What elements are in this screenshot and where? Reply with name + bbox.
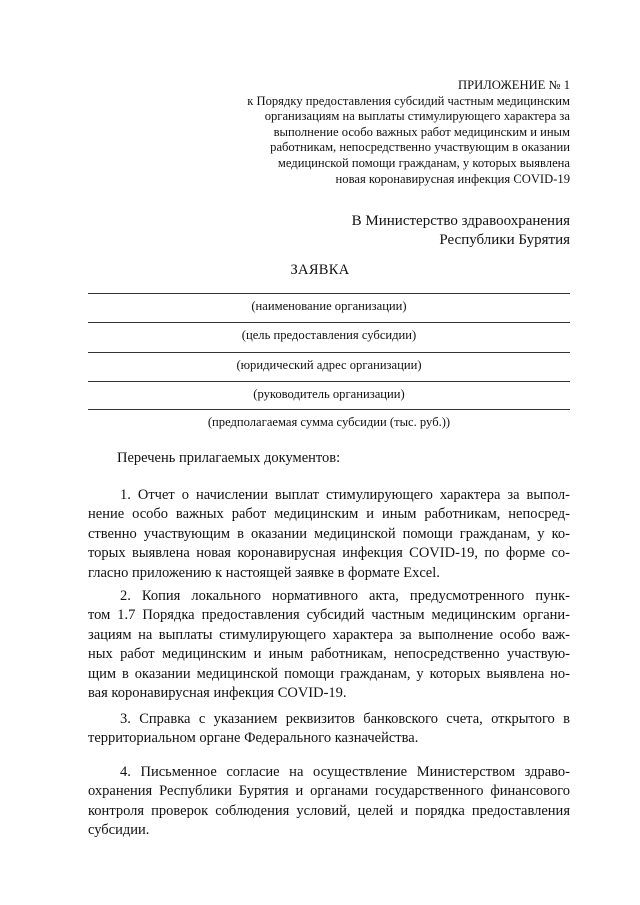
field-caption: (цель предоставления субсидии) [241,328,417,342]
field-caption: (руководитель организации) [253,387,405,401]
organization-head-field [88,381,570,402]
fill-in-line [88,293,570,294]
appendix-heading: ПРИЛОЖЕНИЕ № 1 [458,78,570,92]
appendix-block [190,78,570,187]
addressee-block [352,212,570,250]
item-line: субсидии. [88,822,150,839]
document-item-4 [88,763,570,841]
item-line: нение особо важных работ медицинским и иным работникам, непосред- [88,506,570,523]
fill-in-line [88,322,570,323]
item-line: охранения Республики Бурятия и органами государственного финансового [88,783,570,800]
document-item-2 [88,587,570,703]
item-line: 3. Справка с указанием реквизитов банковского счета, открытого в [120,711,570,727]
item-line: вая коронавирусная инфекция COVID-19. [88,685,347,702]
item-line: торых выявлена новая коронавирусная инфекция COVID-19, по форме со- [88,545,570,562]
subsidy-amount-field [88,409,570,430]
item-line: гласно приложению к настоящей заявке в формате Excel. [88,564,440,581]
appendix-line: к Порядку предоставления субсидий частным медицинским [247,93,570,108]
organization-name-field [88,293,570,314]
item-line: зациям на выплаты стимулирующего характера за выполнение особо важ- [88,626,570,643]
subsidy-purpose-field [88,322,570,343]
item-line: 4. Письменное согласие на осуществление Министерством здраво- [120,764,570,780]
field-caption: (предполагаемая сумма субсидии (тыс. руб.)) [207,415,451,429]
document-item-1 [88,486,570,583]
appendix-line: выполнение особо важных работ медицинским и иным [273,124,570,139]
item-line: территориальном органе Федерального казначейства. [88,730,419,747]
appendix-line: новая коронавирусная инфекция COVID-19 [335,171,570,186]
fill-in-line [88,381,570,382]
appendix-line: медицинской помощи гражданам, у которых выявлена [277,155,570,170]
appendix-line: организациям на выплаты стимулирующего характера за [264,109,570,124]
document-title: ЗАЯВКА [290,262,350,278]
item-line: том 1.7 Порядка предоставления субсидий частным медицинским органи- [88,607,570,624]
fill-in-line [88,409,570,410]
appendix-line: работникам, непосредственно участвующим в оказании [270,140,570,155]
document-item-3 [88,710,570,749]
fill-in-line [88,352,570,353]
item-line: 1. Отчет о начислении выплат стимулирующего характера за выпол- [120,487,570,503]
item-line: ных работ медицинским и иным работникам, непосредственно участвую- [88,646,570,663]
item-line: ственно участвующим в оказании медицинской помощи гражданам, у ко- [88,525,570,542]
field-caption: (наименование организации) [251,299,407,313]
field-caption: (юридический адрес организации) [236,358,422,372]
item-line: щим в оказании медицинской помощи гражданам, у которых выявлена но- [88,665,570,682]
addressee-line: В Министерство здравоохранения [351,213,570,229]
documents-heading: Перечень прилагаемых документов: [117,450,341,466]
item-line: контроля проверок соблюдения условий, целей и порядка предоставления [88,802,570,819]
addressee-line: Республики Бурятия [439,232,570,248]
item-line: 2. Копия локального нормативного акта, предусмотренного пунк- [120,588,570,604]
legal-address-field [88,352,570,373]
